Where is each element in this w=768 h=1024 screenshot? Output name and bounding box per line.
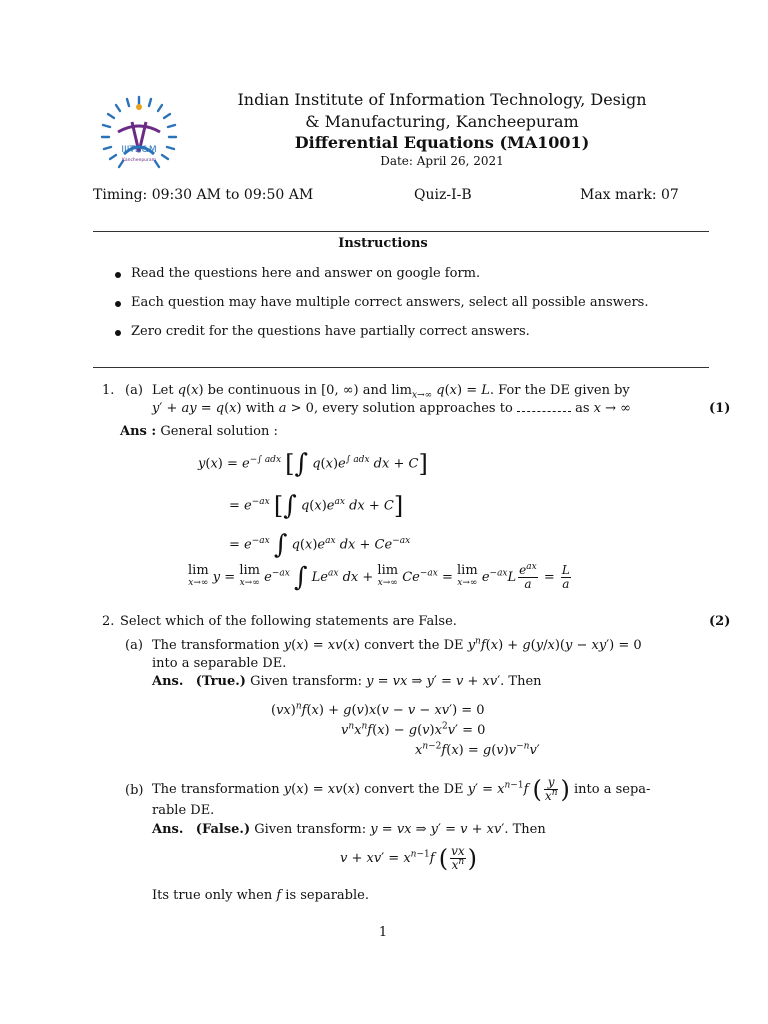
divider-bottom — [93, 367, 709, 368]
bullet-icon — [115, 330, 121, 336]
svg-text:IIITD&M: IIITD&M — [121, 145, 157, 155]
q1-line2: y′ + ay = q(x) with a > 0, every solution approaches to as x → ∞ — [152, 401, 631, 416]
institute-name-line2: & Manufacturing, Kancheepuram — [305, 112, 579, 131]
svg-text:Kancheepuram: Kancheepuram — [121, 158, 157, 163]
q2a-line1: The transformation y(x) = xv(x) convert the DE $y^nf(x) + g(y/x)(y - xy') = 0$ — [152, 636, 642, 653]
q2a-eq1: (vx)$^n$f(x) + g(v)x(v − v − xv′) = 0 — [271, 701, 485, 718]
logo-graphic — [96, 92, 182, 178]
q2b-eq1: $v + xv' = x^{n-1}f$ ( $\frac{vx}{x^n}$ ) — [340, 844, 477, 873]
institute-logo — [96, 92, 182, 178]
max-mark: Max mark: 07 — [580, 187, 679, 203]
instructions-title: Instructions — [338, 236, 428, 251]
q1-marks: (1) — [709, 401, 731, 416]
timing: Timing: 09:30 AM to 09:50 AM — [93, 187, 314, 203]
q1-eq-line3: = $e^{-ax}$ ∫ $q(x)e^{ax}$ dx + $Ce^{-ax}$ — [229, 530, 411, 560]
q1-part-label: (a) — [125, 383, 143, 398]
q2b-answer: Ans. (False.) Given transform: y = vx ⇒ y′ = v + xv′. Then — [152, 822, 546, 837]
q2-marks: (2) — [709, 614, 731, 629]
q1-eq-line2: = $e^{-ax}$ [∫ $q(x)e^{ax}$ dx + C] — [229, 491, 404, 521]
q2a-eq3: $x^{n-2}f(x) = g(v)v^{-n}v'$ — [415, 741, 540, 758]
bullet-icon — [115, 272, 121, 278]
q2a-answer: Ans. (True.) Given transform: y = vx ⇒ y′ = v + xv′. Then — [152, 674, 542, 689]
q2-number: 2. — [102, 614, 115, 629]
q2b-line1: The transformation y(x) = xv(x) convert the DE $y' = x^{n-1}f$ ( $\frac{y}{x^n}$ ) into a sepa- — [152, 775, 651, 804]
q1-line1: Let q(x) be continuous in [0, ∞) and $\lim_{x\to\infty} q(x) = L$. For the DE given by — [152, 383, 630, 401]
q2b-line2: rable DE. — [152, 803, 215, 818]
course-title: Differential Equations (MA1001) — [294, 133, 590, 152]
q2a-label: (a) — [125, 638, 143, 653]
page-number: 1 — [378, 925, 388, 940]
q2a-line2: into a separable DE. — [152, 656, 287, 671]
bullet-icon — [115, 301, 121, 307]
instruction-item: Each question may have multiple correct answers, select all possible answers. — [131, 295, 649, 310]
quiz-id: Quiz-I-B — [414, 187, 472, 203]
q2a-eq2: $v^nx^nf(x) - g(v)x^2v' = 0$ — [341, 721, 486, 738]
q1-number: 1. — [102, 383, 115, 398]
instruction-item: Zero credit for the questions have partially correct answers. — [131, 324, 530, 339]
institute-name-line1: Indian Institute of Information Technology, Design — [237, 90, 647, 109]
q1-eq-line1: $y(x) = e^{-\int adx}$ [∫ $q(x)e^{\int adx}$ dx + C] — [198, 449, 428, 479]
q1-eq-line4: lim x→∞ y = lim x→∞ $e^{-ax}$ ∫ $Le^{ax}$ dx + lim x→∞ $Ce^{-ax} = \lim$ x→∞ $e^{-ax}L$ $\frac{e^{ax}}{a}$ = $\frac{L}{a}$ — [188, 562, 570, 593]
instruction-item: Read the questions here and answer on google form. — [131, 266, 481, 281]
exam-date: Date: April 26, 2021 — [380, 154, 504, 168]
divider-top — [93, 231, 709, 232]
q1-answer-intro: Ans : General solution : — [120, 424, 278, 439]
q2b-conclusion: Its true only when f is separable. — [152, 888, 369, 903]
answer-blank — [517, 403, 571, 412]
q2b-label: (b) — [125, 783, 144, 798]
q2-prompt: Select which of the following statements are False. — [120, 614, 457, 629]
